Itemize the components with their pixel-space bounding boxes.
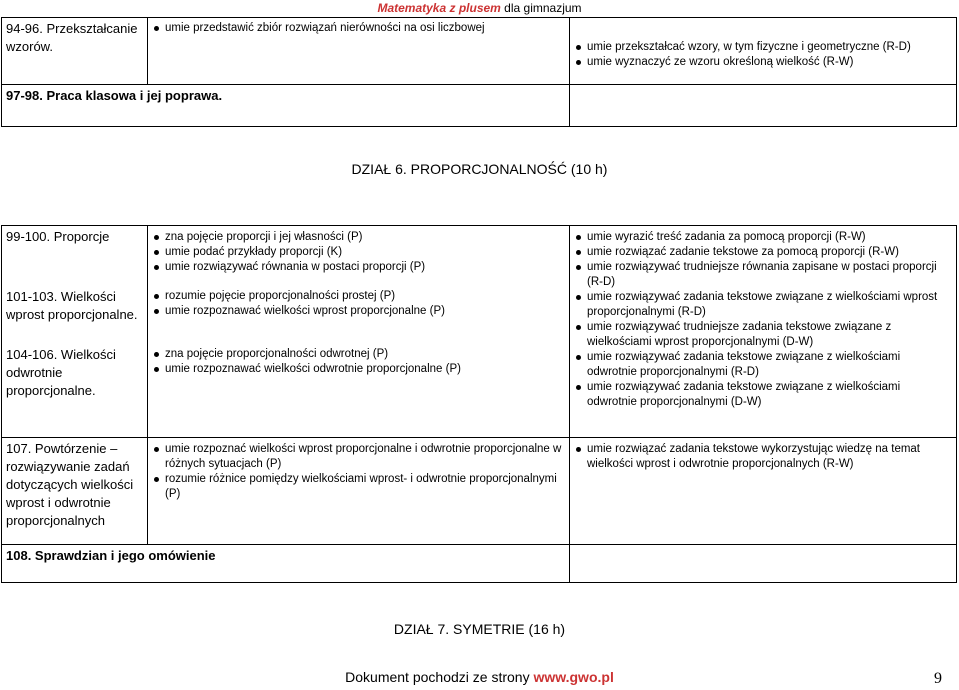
skill-item: umie rozwiązać zadania tekstowe wykorzystując wiedzę na temat wielkości wprost i odwrotnie proporcjonalnych (R-W) xyxy=(574,442,952,472)
skills-94-col2 xyxy=(148,18,570,85)
skill-item: umie rozwiązywać zadania tekstowe związane z wielkościami odwrotnie proporcjonalnymi (R-D) xyxy=(574,350,952,380)
skill-item: umie przedstawić zbiór rozwiązań nierówności na osi liczbowej xyxy=(152,21,565,36)
skill-item: umie wyrazić treść zadania za pomocą proporcji (R-W) xyxy=(574,230,952,245)
lesson-94-96: 94-96. Przekształcanie wzorów. xyxy=(2,18,148,85)
section-6-table xyxy=(1,225,957,583)
skill-item: zna pojęcie proporcji i jej własności (P) xyxy=(152,230,565,245)
lesson-97-98-col3 xyxy=(570,85,957,127)
skill-item: zna pojęcie proporcjonalności odwrotnej (P) xyxy=(152,347,565,362)
section-6-title: DZIAŁ 6. PROPORCJONALNOŚĆ (10 h) xyxy=(351,161,608,177)
skills-107-col2 xyxy=(148,438,570,545)
brand-suffix: dla gimnazjum xyxy=(500,1,582,15)
skill-item: umie rozwiązywać zadania tekstowe związane z wielkościami wprost proporcjonalnymi (R-D) xyxy=(574,290,952,320)
skill-item: umie rozwiązywać zadania tekstowe związane z wielkościami odwrotnie proporcjonalnymi (D-W) xyxy=(574,380,952,410)
skill-item: umie rozpoznawać wielkości wprost proporcjonalne (P) xyxy=(152,304,565,319)
lesson-99-100: 99-100. Proporcje xyxy=(6,229,110,244)
lesson-108-col3 xyxy=(570,545,957,583)
lessons-99-106 xyxy=(2,226,148,438)
skills-107-col3 xyxy=(570,438,957,545)
page-header xyxy=(0,1,959,15)
skill-item: umie podać przykłady proporcji (K) xyxy=(152,245,565,260)
lesson-108: 108. Sprawdzian i jego omówienie xyxy=(2,545,570,583)
skill-item: rozumie pojęcie proporcjonalności prostej (P) xyxy=(152,289,565,304)
skill-item: umie wyznaczyć ze wzoru określoną wielkość (R-W) xyxy=(574,55,952,70)
skills-99-106-col3 xyxy=(570,226,957,438)
skill-item: rozumie różnice pomiędzy wielkościami wprost- i odwrotnie proporcjonalnymi (P) xyxy=(152,472,565,502)
section-7-title: DZIAŁ 7. SYMETRIE (16 h) xyxy=(393,621,566,637)
skills-94-col3 xyxy=(570,18,957,85)
brand-title: Matematyka z plusem xyxy=(377,1,501,15)
skill-item: umie rozpoznawać wielkości odwrotnie proporcjonalne (P) xyxy=(152,362,565,377)
lesson-101-103: 101-103. Wielkości wprost proporcjonalne. xyxy=(6,289,138,322)
footer-text: Dokument pochodzi ze strony xyxy=(345,669,534,685)
skill-item: umie rozpoznać wielkości wprost proporcjonalne i odwrotnie proporcjonalne w różnych sytuacjach (P) xyxy=(152,442,565,472)
footer xyxy=(0,669,959,685)
skill-item: umie rozwiązać zadanie tekstowe za pomocą proporcji (R-W) xyxy=(574,245,952,260)
lesson-97-98: 97-98. Praca klasowa i jej poprawa. xyxy=(2,85,570,127)
skill-item: umie rozwiązywać trudniejsze zadania tekstowe związane z wielkościami wprost proporcjonalnymi (D-W) xyxy=(574,320,952,350)
lesson-107: 107. Powtórzenie – rozwiązywanie zadań dotyczących wielkości wprost i odwrotnie proporcjonalnych xyxy=(2,438,148,545)
skill-item: umie rozwiązywać trudniejsze równania zapisane w postaci proporcji (R-D) xyxy=(574,260,952,290)
lesson-104-106: 104-106. Wielkości odwrotnie proporcjonalne. xyxy=(6,347,116,398)
top-table xyxy=(1,17,957,127)
footer-link[interactable]: www.gwo.pl xyxy=(533,669,614,685)
page-number: 9 xyxy=(934,670,942,687)
skill-item: umie przekształcać wzory, w tym fizyczne i geometryczne (R-D) xyxy=(574,40,952,55)
skills-99-106-col2 xyxy=(148,226,570,438)
skill-item: umie rozwiązywać równania w postaci proporcji (P) xyxy=(152,260,565,275)
